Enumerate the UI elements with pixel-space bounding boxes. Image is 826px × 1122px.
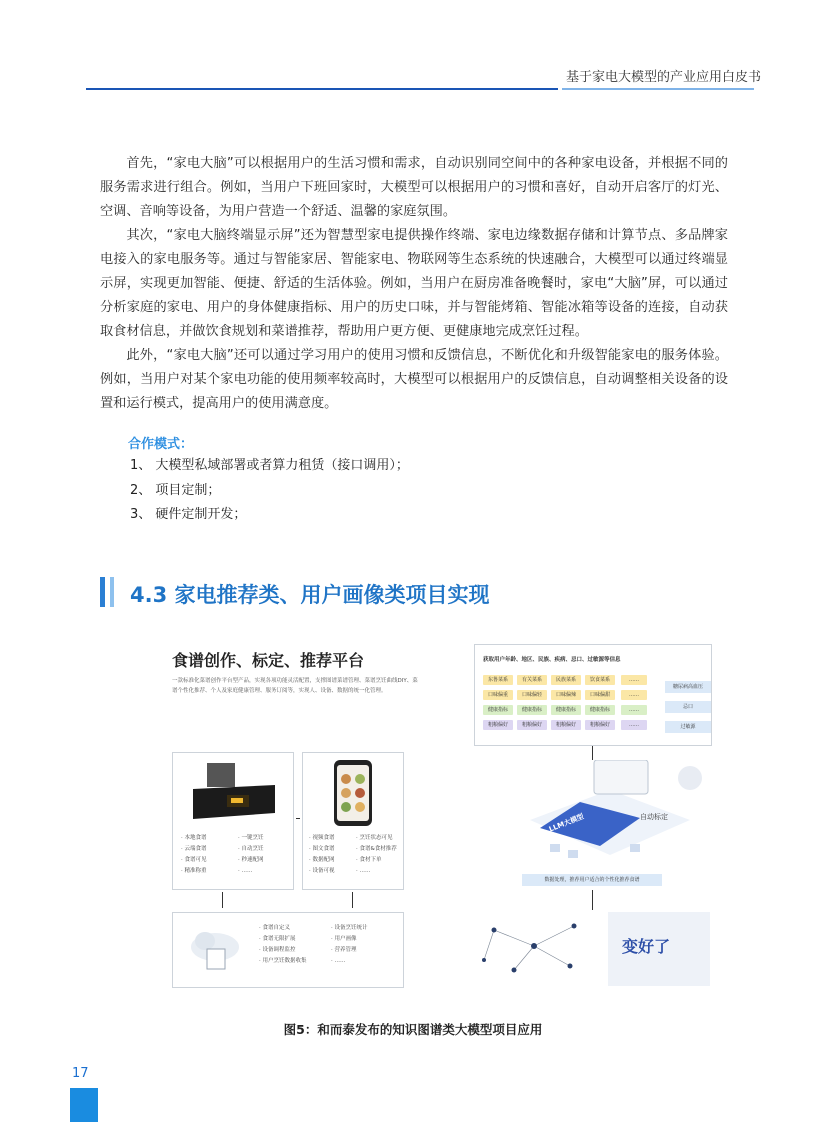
- figure-caption: 图5：和而泰发布的知识图谱类大模型项目应用: [283, 1022, 543, 1037]
- hood-feature-list: [181, 833, 291, 877]
- feature-item: · ……: [331, 958, 346, 964]
- feature-item: · 设备调程监控: [259, 947, 296, 953]
- feature-item: · 图文食谱: [309, 846, 335, 852]
- llm-label: LLM大模型: [547, 812, 586, 834]
- range-hood-image: [187, 761, 279, 827]
- header-rule: [86, 88, 558, 90]
- feature-item: · 食谱自定义: [259, 925, 290, 931]
- hood-device-box: [172, 752, 294, 890]
- feature-item: · 云端食谱: [181, 846, 207, 852]
- figure: [166, 640, 714, 992]
- cloud-feature-list: [259, 923, 399, 967]
- cloud-box: [172, 912, 404, 988]
- feature-item: · 数据配网: [309, 857, 335, 863]
- header-rule-accent: [562, 88, 754, 90]
- side-tag: 糖尿病高血压: [665, 681, 711, 693]
- phone-icon: [333, 759, 373, 827]
- feature-item: · 视频食谱: [309, 835, 335, 841]
- process-banner: 数据处理，推荐用户适合的个性化推荐食谱: [522, 874, 662, 886]
- feature-item: · 食谱无限扩展: [259, 936, 296, 942]
- feature-item: · 烹饪状态可见: [356, 835, 393, 841]
- tag: 健康指标: [483, 705, 513, 715]
- section-marker-light: [110, 577, 114, 607]
- connector-arrow: [592, 746, 593, 760]
- tag: 民族菜系: [551, 675, 581, 685]
- figure-title: 食谱创作、标定、推荐平台: [172, 651, 365, 670]
- tag: 有关菜系: [517, 675, 547, 685]
- word-cloud-word: 变好了: [622, 937, 671, 956]
- feature-item: · 秒速配网: [238, 857, 264, 863]
- app-feature-list: [309, 833, 401, 877]
- feature-item: · 食谱可见: [181, 857, 207, 863]
- tag: ……: [621, 675, 647, 685]
- paragraph: 首先，“家电大脑”可以根据用户的生活习惯和需求，自动识别同空间中的各种家电设备，并根据不同的服务需求进行组合。例如，当用户下班回家时，大模型可以根据用户的习惯和喜好，自动开启客厅的灯光、空调、音响等设备，为用户营造一个舒适、温馨的家庭氛围。: [100, 156, 728, 219]
- tag: 粗粮偏好: [585, 720, 615, 730]
- feature-item: · 食谱&食材推荐: [356, 846, 397, 852]
- tag: 口味偏重: [483, 690, 513, 700]
- tag: 东鲁菜系: [483, 675, 513, 685]
- tag: 健康指标: [517, 705, 547, 715]
- feature-item: · 用户画像: [331, 936, 357, 942]
- feature-item: · 用户烹饪数据收集: [259, 958, 307, 964]
- connector-arrow: [296, 818, 300, 819]
- auto-label: 自动标定: [640, 813, 668, 821]
- feature-item: · ……: [356, 868, 371, 874]
- side-tag: 忌口: [665, 701, 711, 713]
- user-data-box: [474, 644, 712, 746]
- llm-platform-illustration: [510, 760, 710, 870]
- cloud-server-icon: [187, 925, 243, 973]
- tag: 粗粮偏好: [517, 720, 547, 730]
- cooperation-list: [130, 454, 409, 528]
- paragraph: 其次，“家电大脑终端显示屏”还为智慧型家电提供操作终端、家电边缘数据存储和计算节点、多品牌家电接入的家电服务等。通过与智能家居、智能家电、物联网等生态系统的快速融合，大模型可以通过终端显示屏，实现更加智能、便捷、舒适的生活体验。例如，当用户在厨房准备晚餐时，家电“大脑”屏，可以通过分析家庭的家电、用户的身体健康指标、用户的历史口味，并与智能烤箱、智能冰箱等设备的连接，自动获取食材信息，并做饮食规划和菜谱推荐，帮助用户更方便、更健康地完成烹饪过程。: [100, 228, 728, 339]
- tag: ……: [621, 690, 647, 700]
- tag: 健康指标: [551, 705, 581, 715]
- connector-arrow: [592, 890, 593, 910]
- connector-arrow: [222, 892, 223, 908]
- tag: ……: [621, 720, 647, 730]
- feature-item: · 营养管理: [331, 947, 357, 953]
- cooperation-item: 1、 大模型私域部署或者算力租赁（接口调用）；: [130, 458, 409, 473]
- feature-item: · 本地食谱: [181, 835, 207, 841]
- cooperation-title: 合作模式：: [128, 437, 194, 452]
- tag: 口味偏辣: [551, 690, 581, 700]
- paragraph: 此外，“家电大脑”还可以通过学习用户的使用习惯和反馈信息，不断优化和升级智能家电的服务体验。例如，当用户对某个家电功能的使用频率较高时，大模型可以根据用户的反馈信息，自动调整相关设备的设置和运行模式，提高用户的使用满意度。: [100, 348, 728, 411]
- section-title: 4.3 家电推荐类、用户画像类项目实现: [130, 583, 490, 607]
- feature-item: · 自动烹饪: [238, 846, 264, 852]
- page-marker: [70, 1088, 98, 1122]
- tag: 口味偏甜: [585, 690, 615, 700]
- tag: 口味偏轻: [517, 690, 547, 700]
- tag: 健康指标: [585, 705, 615, 715]
- feature-item: · 食材下单: [356, 857, 382, 863]
- feature-item: · 设备可视: [309, 868, 335, 874]
- tag: 饮食菜系: [585, 675, 615, 685]
- figure-description: 一款标准化菜谱创作平台型产品，实现各项功能灵活配置，支撑图谱菜谱管理、菜谱烹饪曲线DIY、菜谱个性化推荐、个人及家庭健康管理、服务订阅等，实现人、设备、数据的统一化管理。: [172, 678, 418, 694]
- connector-arrow: [352, 892, 353, 908]
- tag: ……: [621, 705, 647, 715]
- page-number: 17: [72, 1066, 89, 1081]
- cooperation-item: 2、 项目定制；: [130, 482, 221, 498]
- word-cloud: [608, 912, 710, 986]
- tag: 粗粮偏好: [483, 720, 513, 730]
- tag: 粗粮偏好: [551, 720, 581, 730]
- knowledge-graph-image: [474, 910, 604, 988]
- side-tag: 过敏源: [665, 721, 711, 733]
- feature-item: · 一键烹饪: [238, 835, 264, 841]
- feature-item: · 设备烹饪统计: [331, 925, 368, 931]
- feature-item: · ……: [238, 868, 253, 874]
- body-text: [100, 152, 728, 416]
- app-box: [302, 752, 404, 890]
- cooperation-item: 3、 硬件定制开发；: [130, 507, 247, 522]
- section-marker: [100, 577, 105, 607]
- data-box-title: 获取用户年龄、地区、民族、疾病、忌口、过敏源等信息: [483, 657, 621, 663]
- header-title: 基于家电大模型的产业应用白皮书: [566, 70, 762, 85]
- feature-item: · 精准称重: [181, 868, 207, 874]
